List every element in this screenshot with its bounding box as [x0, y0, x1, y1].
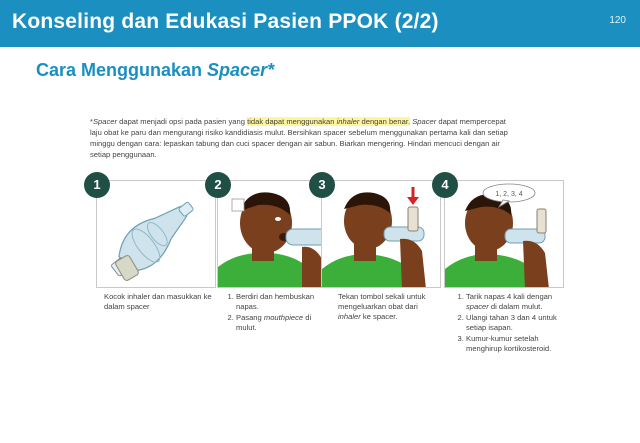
intro-spacer-term-2: Spacer — [412, 117, 437, 126]
spacer-device-icon — [97, 181, 216, 288]
step-3-badge: 3 — [309, 172, 335, 198]
step-4-item-3: 3. Kumur-kumur setelah menghirup kortikosteroid. — [466, 334, 562, 354]
step-4-badge: 4 — [432, 172, 458, 198]
step-4-item-1: 1. Tarik napas 4 kali dengan spacer di dalam mulut. — [466, 292, 562, 312]
step-2-item-2: 2. Pasang mouthpiece di mulut. — [236, 313, 322, 333]
step-1-panel — [93, 177, 216, 288]
step-3-caption: Tekan tombol sekali untuk mengeluarkan obat dari inhaler ke spacer. — [338, 292, 426, 321]
person-press-inhaler-icon — [322, 181, 441, 288]
section-title — [36, 60, 274, 81]
section-title-text: Cara Menggunakan — [36, 60, 208, 80]
step-4-caption — [452, 292, 562, 355]
slide-title: Konseling dan Edukasi Pasien PPOK (2/2) — [12, 10, 439, 33]
intro-highlight: tidak dapat menggunakan inhaler dengan benar. — [247, 117, 411, 126]
step-4-panel — [441, 177, 564, 288]
intro-paragraph — [90, 116, 510, 160]
step-2-badge: 2 — [205, 172, 231, 198]
page-number: 120 — [609, 15, 626, 26]
intro-text-2: dapat mempercepat laju obat ke paru dan mengurangi risiko kandidiasis mulut. Bersihkan spacer sebelum menggunakan pertama kali dan setiap minggu dengan cara: lepaskan tabung dan cuci spacer dengan air sabun. Biarkan mengering. Hindari mencuci dengan air setiap penggunaan. — [90, 117, 508, 159]
count-bubble-text: 1, 2, 3, 4 — [495, 191, 523, 198]
step-3-panel — [318, 177, 441, 288]
person-inhale-icon — [445, 181, 564, 288]
step-4-item-2: 2. Ulangi tahan 3 dan 4 untuk setiap isapan. — [466, 313, 562, 333]
section-title-emphasis: Spacer* — [207, 60, 275, 80]
intro-text-1: dapat menjadi opsi pada pasien yang — [117, 117, 248, 126]
step-2-item-1: 1. Berdiri dan hembuskan napas. — [236, 292, 322, 312]
step-3-illustration — [321, 180, 441, 288]
intro-spacer-term: Spacer — [92, 117, 118, 126]
intro-asterisk: * — [90, 117, 93, 126]
step-1-badge: 1 — [84, 172, 110, 198]
step-4-illustration — [444, 180, 564, 288]
step-2-caption — [222, 292, 322, 334]
step-1-illustration — [96, 180, 216, 288]
slide-header — [0, 0, 640, 47]
step-1-caption: Kocok inhaler dan masukkan ke dalam spacer — [104, 292, 212, 311]
